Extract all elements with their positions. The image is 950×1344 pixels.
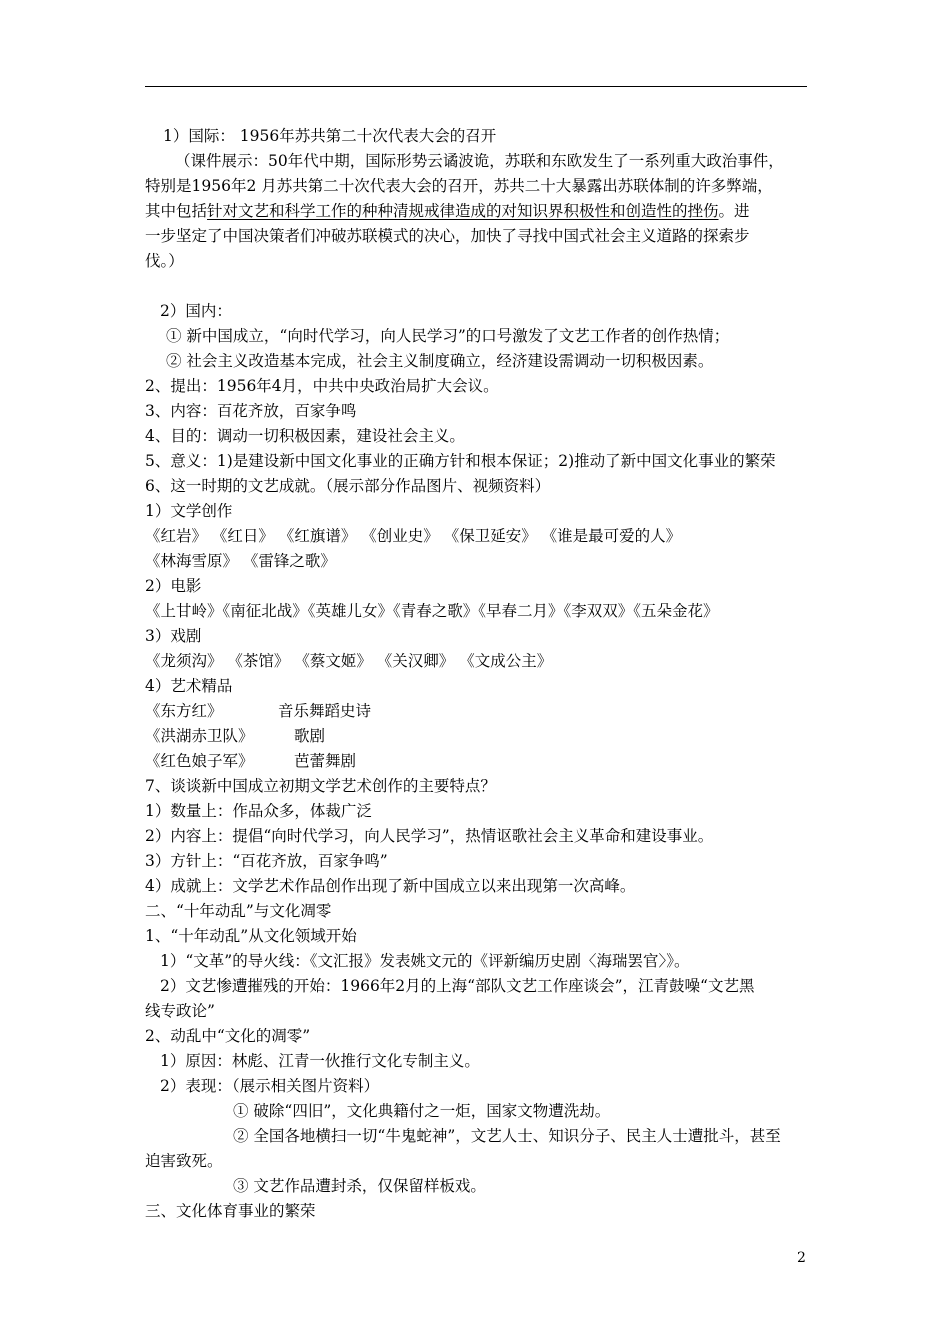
work-list: 《林海雪原》 《雷锋之歌》 (145, 552, 336, 570)
art-work-title: 《红色娘子军》 (145, 752, 254, 770)
question-heading: 7、谈谈新中国成立初期文学艺术创作的主要特点？ (145, 777, 496, 795)
work-list: 《龙须沟》 《茶馆》 《蔡文姬》 《关汉卿》 《文成公主》 (145, 652, 553, 670)
art-work-genre: 歌剧 (294, 727, 326, 745)
list-item: 2）表现：（展示相关图片资料） (160, 1077, 380, 1095)
list-item: 6、这一时期的文艺成就。（展示部分作品图片、视频资料） (145, 477, 551, 495)
list-item: ① 新中国成立，“向时代学习，向人民学习”的口号激发了文艺工作者的创作热情； (166, 327, 730, 345)
domestic-heading: 2）国内： (160, 302, 232, 320)
list-item: 4）成就上：文学艺术作品创作出现了新中国成立以来出现第一次高峰。 (145, 877, 636, 895)
paragraph-line: （课件展示：50年代中期，国际形势云谲波诡，苏联和东欧发生了一系列重大政治事件， (175, 152, 784, 170)
list-item: 1）“文革”的导火线：《文汇报》发表姚文元的《评新编历史剧〈海瑞罢官〉》。 (160, 952, 690, 970)
list-item: 2、动乱中“文化的凋零” (145, 1027, 311, 1045)
text-segment: 。进 (718, 202, 750, 220)
text-segment: 其中包括 (145, 202, 208, 220)
list-item: 线专政论” (145, 1002, 215, 1020)
list-item: ② 社会主义改造基本完成，社会主义制度确立，经济建设需调动一切积极因素。 (166, 352, 714, 370)
art-work-genre: 音乐舞蹈史诗 (278, 702, 372, 720)
list-item: 2）文艺惨遭摧残的开始：1966年2月的上海“部队文艺工作座谈会”，江青鼓噪“文艺黑 (160, 977, 755, 995)
list-item: 1、“十年动乱”从文化领域开始 (145, 927, 357, 945)
list-item: ③ 文艺作品遭封杀，仅保留样板戏。 (233, 1177, 486, 1195)
list-item: 2）内容上：提倡“向时代学习，向人民学习”，热情讴歌社会主义革命和建设事业。 (145, 827, 714, 845)
literature-heading: 1）文学创作 (145, 502, 233, 520)
paragraph-line (145, 201, 750, 221)
art-work-genre: 芭蕾舞剧 (294, 752, 357, 770)
art-work-title: 《洪湖赤卫队》 (145, 727, 254, 745)
work-list: 《红岩》 《红日》 《红旗谱》 《创业史》 《保卫延安》 《谁是最可爱的人》 (145, 527, 682, 545)
list-item: 2、提出：1956年4月，中共中央政治局扩大会议。 (145, 377, 499, 395)
art-work-title: 《东方红》 (145, 702, 223, 720)
list-item: 迫害致死。 (145, 1152, 223, 1170)
art-heading: 4）艺术精品 (145, 677, 233, 695)
film-heading: 2）电影 (145, 577, 202, 595)
international-heading: 1）国际： 1956年苏共第二十次代表大会的召开 (163, 127, 497, 145)
underlined-text: 针对文艺和科学工作的种种清规戒律造成的对知识界积极性和创造性的挫伤 (207, 202, 719, 220)
page-number: 2 (797, 1250, 806, 1266)
paragraph-line: 伐。） (145, 252, 184, 270)
list-item: 3）方针上：“百花齐放，百家争鸣” (145, 852, 388, 870)
work-list: 《上甘岭》《南征北战》《英雄儿女》《青春之歌》《早春二月》《李双双》《五朵金花》 (145, 602, 719, 620)
list-item: 4、目的：调动一切积极因素，建设社会主义。 (145, 427, 465, 445)
paragraph-line: 一步坚定了中国决策者们冲破苏联模式的决心，加快了寻找中国式社会主义道路的探索步 (145, 227, 750, 245)
list-item: 1）原因：林彪、江青一伙推行文化专制主义。 (160, 1052, 480, 1070)
section-heading: 三、文化体育事业的繁荣 (145, 1202, 316, 1220)
list-item: 3、内容：百花齐放，百家争鸣 (145, 402, 357, 420)
paragraph-line: 特别是1956年2 月苏共第二十次代表大会的召开，苏共二十大暴露出苏联体制的许多弊端， (145, 177, 773, 195)
drama-heading: 3）戏剧 (145, 627, 202, 645)
list-item: 1）数量上：作品众多，体裁广泛 (145, 802, 372, 820)
list-item: ② 全国各地横扫一切“牛鬼蛇神”，文艺人士、知识分子、民主人士遭批斗，甚至 (233, 1127, 781, 1145)
list-item: 5、意义：1)是建设新中国文化事业的正确方针和根本保证；2)推动了新中国文化事业的繁荣 (145, 452, 776, 470)
list-item: ① 破除“四旧”，文化典籍付之一炬，国家文物遭洗劫。 (233, 1102, 611, 1120)
section-heading: 二、“十年动乱”与文化凋零 (145, 902, 332, 920)
